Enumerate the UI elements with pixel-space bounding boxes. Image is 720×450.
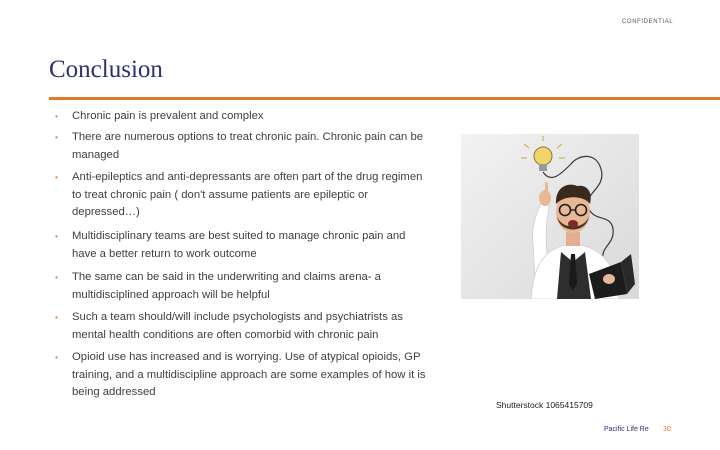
confidential-label: CONFIDENTIAL xyxy=(622,19,674,25)
bullet-text: Opioid use has increased and is worrying. Use of atypical opioids, GP training, and a multidiscipline approach are some examples of how it is being addressed xyxy=(72,351,426,398)
bullet-text: Multidisciplinary teams are best suited to manage chronic pain and have a better return to work outcome xyxy=(72,230,406,260)
slide-title: Conclusion xyxy=(49,56,163,83)
bullet-text: There are numerous options to treat chronic pain. Chronic pain can be managed xyxy=(72,131,424,161)
bullet-icon: • xyxy=(55,133,58,142)
bullet-text: Chronic pain is prevalent and complex xyxy=(72,110,264,122)
bullet-item xyxy=(55,129,430,164)
bullet-item xyxy=(55,108,264,126)
bullet-icon: • xyxy=(55,232,58,241)
bullet-icon: • xyxy=(55,313,58,322)
footer-brand: Pacific Life Re xyxy=(604,426,649,433)
bullet-item xyxy=(55,349,430,402)
stock-photo xyxy=(461,134,639,299)
image-caption: Shutterstock 1065415709 xyxy=(496,400,593,410)
page-number: 30 xyxy=(663,426,671,433)
bullet-icon: • xyxy=(55,353,58,362)
title-divider xyxy=(49,97,720,100)
bullet-text: The same can be said in the underwriting and claims arena- a multidisciplined approach will be helpful xyxy=(72,271,381,301)
bullet-text: Anti-epileptics and anti-depressants are often part of the drug regimen to treat chronic pain ( don't assume patients are epileptic or depressed…) xyxy=(72,171,423,218)
bullet-item xyxy=(55,169,430,222)
bullet-icon: • xyxy=(55,173,58,182)
bullet-text: Such a team should/will include psychologists and psychiatrists as mental health conditions are often comorbid with chronic pain xyxy=(72,311,403,341)
bullet-item xyxy=(55,269,430,304)
bullet-icon: • xyxy=(55,112,58,121)
bullet-item xyxy=(55,309,430,344)
bullet-item xyxy=(55,228,430,263)
bullet-icon: • xyxy=(55,273,58,282)
